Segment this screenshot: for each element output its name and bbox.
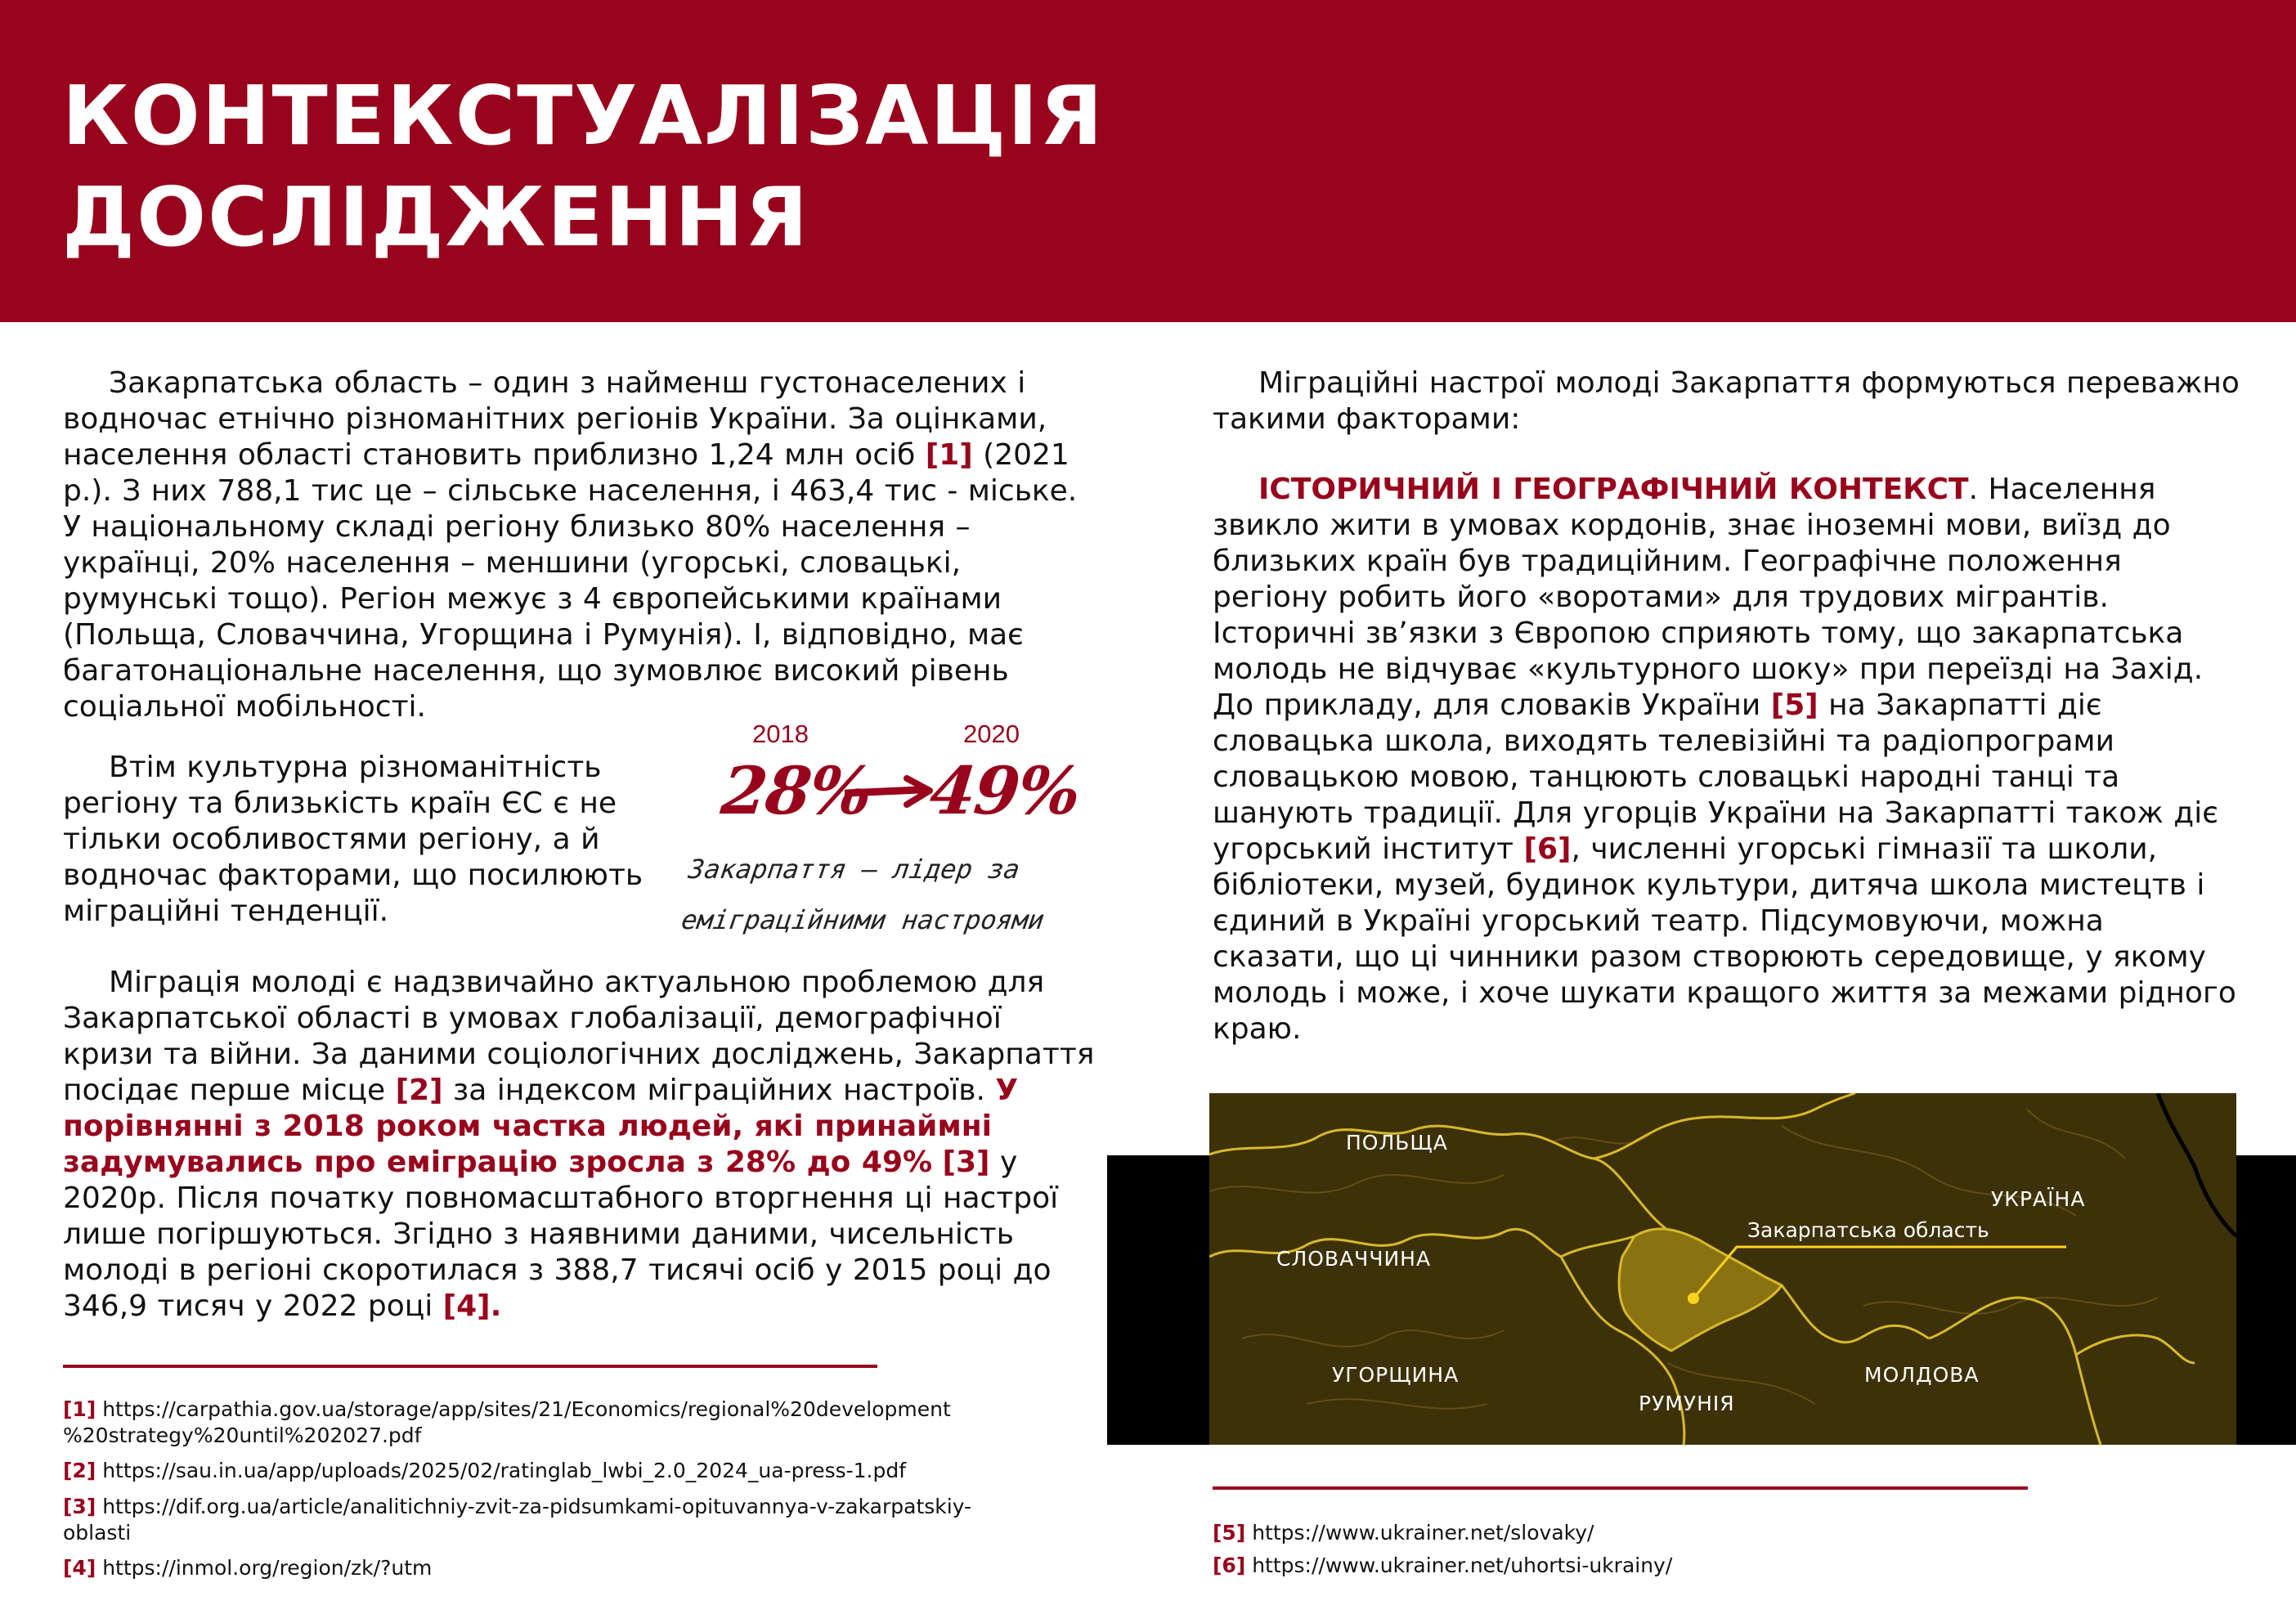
footnote-number: [4]	[63, 1556, 96, 1580]
stat-note-line-2: еміграційними настроями	[679, 904, 1047, 935]
map-label-slovakia: СЛОВАЧЧИНА	[1276, 1247, 1432, 1271]
footnote-divider-left	[63, 1365, 877, 1368]
footnote-6	[1213, 1553, 2194, 1579]
paragraph-population	[63, 365, 1101, 725]
paragraph-text: . Населення звикло жити в умовах кордонів, знає іноземні мови, виїзд до близьких країн був традиційним. Географічне положення регіону робить його «воротами» для трудових мігрантів. Історичні зв’язки з Європою сприяють тому, що закарпатська молодь не відчуває «культурного шоку» при переїзді на Захід. До прикладу, для словаків України	[1213, 473, 2204, 722]
page-title	[62, 65, 1104, 268]
stat-note	[678, 844, 1084, 945]
paragraph-text: за індексом міграційних настроїв.	[442, 1074, 996, 1107]
footnote-link[interactable]: https://carpathia.gov.ua/storage/app/sites/21/Economics/regional%20development	[102, 1397, 951, 1421]
highlight-text: У порівнянні з 2018 роком частка людей, які принаймні задумувались про еміграцію зросла з 28% до 49%	[63, 1074, 1019, 1179]
footnote-3	[63, 1494, 1126, 1546]
footnote-link[interactable]: https://www.ukrainer.net/uhortsi-ukrainy/	[1252, 1554, 1673, 1577]
stat-callout	[679, 720, 1083, 935]
section-heading: ІСТОРИЧНИЙ І ГЕОГРАФІЧНИЙ КОНТЕКСТ	[1258, 473, 1969, 506]
footnote-link[interactable]: https://dif.org.ua/article/analitichniy-zvit-za-pidsumkami-opituvannya-v-zakarpatskiy-	[102, 1495, 972, 1518]
reference-6[interactable]: [6]	[1523, 832, 1572, 866]
map-callout-zakarpattia: Закарпатська область	[1747, 1218, 1989, 1242]
reference-1[interactable]: [1]	[925, 438, 973, 472]
footnote-number: [2]	[63, 1459, 96, 1482]
paragraph-historical-context	[1213, 472, 2240, 1047]
paragraph-factors-intro: Міграційні настрої молоді Закарпаття формуються переважно такими факторами:	[1213, 366, 2240, 436]
footnote-link[interactable]: https://sau.in.ua/app/uploads/2025/02/ratinglab_lwbi_2.0_2024_ua-press-1.pdf	[102, 1459, 907, 1482]
stat-year-to: 2020	[963, 720, 1020, 748]
footnote-divider-right	[1213, 1486, 2028, 1490]
footnote-link[interactable]: %20strategy%20until%202027.pdf	[63, 1423, 422, 1447]
stat-value-from: 28%	[718, 752, 875, 829]
reference-4[interactable]: [4].	[442, 1289, 502, 1323]
footnote-number: [3]	[63, 1495, 96, 1518]
paragraph-migration	[63, 965, 1101, 1325]
map-label-poland: ПОЛЬЩА	[1346, 1131, 1448, 1154]
stat-value-to: 49%	[926, 752, 1083, 829]
arrow-right-icon	[845, 775, 935, 808]
footnote-link[interactable]: https://www.ukrainer.net/slovaky/	[1252, 1521, 1594, 1545]
paragraph-text: Міграція молоді є надзвичайно актуальною проблемою для Закарпатської області в умовах глобалізації, демографічної кризи та війни. За даними соціологічних досліджень, Закарпаття посідає перше місце	[63, 966, 1095, 1107]
footnote-5	[1213, 1520, 2194, 1546]
footnote-number: [1]	[63, 1397, 96, 1421]
footnote-link[interactable]: https://inmol.org/region/zk/?utm	[102, 1556, 433, 1580]
header-banner	[0, 0, 2296, 322]
paragraph-text: , численні угорські гімназії та школи, бібліотеки, музей, будинок культури, дитяча школа мистецтв і єдиний в Україні угорський театр. Підсумовуючи, можна сказати, що ці чинники разом створюють середовище, у якому молодь і може, і хоче шукати кращого життя за межами рідного краю.	[1213, 832, 2236, 1046]
stat-note-line-1: Закарпаття – лідер за	[686, 854, 1022, 885]
footnote-number: [5]	[1213, 1521, 1246, 1545]
footnote-number: [6]	[1213, 1554, 1246, 1577]
paragraph-text: (2021 р.). З них 788,1 тис це – сільське населення, і 463,4 тис - міське. У національному складі регіону близько 80% населення – українці, 20% населення – меншини (угорські, словацькі, румунські тощо). Регіон межує з 4 європейськими країнами (Польща, Словаччина, Угорщина і Румунія). І, відповідно, має багатонаціональне населення, що зумовлює високий рівень соціальної мобільності.	[63, 438, 1078, 724]
reference-2[interactable]: [2]	[395, 1074, 443, 1107]
footnote-link[interactable]: oblasti	[63, 1521, 132, 1545]
footnote-1	[63, 1397, 1126, 1449]
title-line-1: КОНТЕКСТУАЛІЗАЦІЯ	[62, 68, 1105, 164]
map-label-romania: РУМУНІЯ	[1639, 1392, 1735, 1415]
reference-5[interactable]: [5]	[1770, 688, 1818, 722]
region-map	[1209, 1093, 2236, 1445]
stat-year-from: 2018	[752, 720, 809, 748]
paragraph-diversity: Втім культурна різноманітність регіону та близькість країн ЄС є не тільки особливостями регіону, а й водночас факторами, що посилюють міграційні тенденції.	[63, 751, 644, 928]
paragraph-text: Закарпатська область – один з найменш густонаселених і водночас етнічно різноманітних регіонів України. За оцінками, населення області становить приблизно 1,24 млн осіб	[63, 366, 1047, 472]
paragraph-text: у 2020р. Після початку повномасштабного вторгнення ці настрої лише погіршуються. Згідно з наявними даними, чисельність молоді в регіоні скоротилася з 388,7 тисячі осіб у 2015 році до 346,9 тисяч у 2022 році	[63, 1146, 1059, 1323]
map-label-moldova: МОЛДОВА	[1864, 1363, 1980, 1387]
map-label-ukraine: УКРАЇНА	[1991, 1187, 2086, 1211]
map-label-hungary: УГОРЩИНА	[1332, 1363, 1460, 1387]
title-line-2: ДОСЛІДЖЕННЯ	[62, 169, 809, 265]
footnote-4	[63, 1555, 1126, 1581]
footnote-2	[63, 1458, 1126, 1484]
paragraph-text: на Закарпатті діє словацька школа, виходять телевізійні та радіопрограми словацькою мовою, танцюють словацькі народні танці та шанують традиції. Для угорців України на Закарпатті також діє угорський інститут	[1213, 688, 2218, 866]
reference-3[interactable]: [3]	[942, 1146, 990, 1179]
